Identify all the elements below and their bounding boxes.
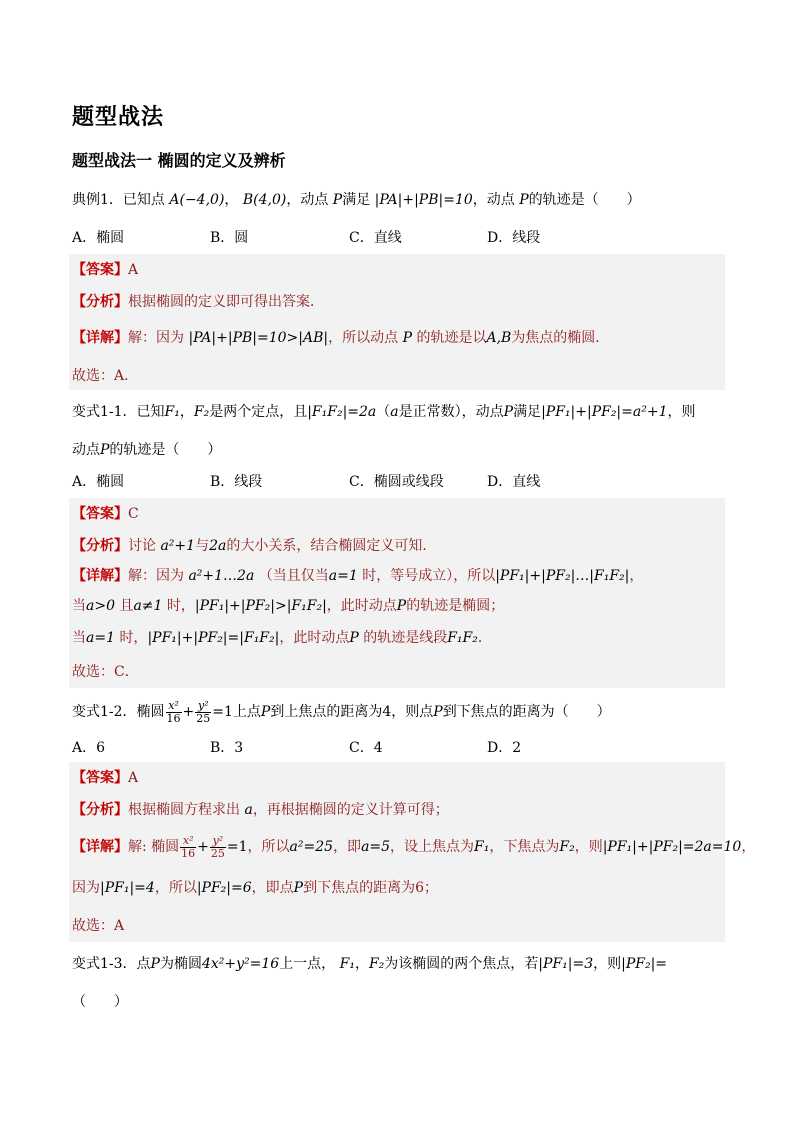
q1-detail-a: 解：因为	[128, 330, 184, 346]
q2-c2-m1: a=1	[86, 630, 115, 646]
q3-option-d: D．2	[487, 740, 522, 756]
q2-answer-box	[69, 498, 725, 688]
q3-frac1-num: x²	[166, 700, 182, 713]
q3-analysis-var: a	[244, 802, 253, 818]
q2-line2-p: P	[100, 442, 110, 458]
q2-stem-line2	[72, 440, 221, 460]
q2-option-a: A．椭圆	[72, 474, 125, 490]
q2-c2-m3: F₁F₂	[447, 630, 478, 646]
answer-tag: 【答案】	[72, 262, 128, 278]
q3-prefix: 变式1-2．椭圆	[72, 704, 165, 720]
q2-text-e: 满足	[513, 404, 542, 420]
q3-text-a: 上点	[232, 704, 261, 720]
q2-prefix: 变式1-1．已知	[72, 404, 165, 420]
q3-detail-a: 解: 椭圆	[128, 839, 180, 855]
q4-text-b: 上一点，	[279, 956, 336, 972]
q4-m1: |PF₁|=3	[538, 956, 594, 972]
q2-cond1: |F₁F₂|=2a	[307, 404, 377, 420]
q2-line2-b: 的轨迹是（ ）	[109, 442, 222, 458]
q2-text-f: ，则	[667, 404, 696, 420]
q1-prefix: 典例1．已知点	[72, 192, 165, 208]
q2-detail-line	[72, 566, 643, 586]
detail-tag: 【详解】	[72, 839, 128, 855]
q2-case2-line	[72, 628, 492, 648]
q3-detail-frac2	[210, 835, 226, 860]
q3-answer: A	[128, 770, 139, 786]
q1-analysis-line	[72, 292, 324, 312]
q2-c2-c: ，此时动点	[279, 630, 350, 646]
q3-l2-m2: |PF₂|=6	[196, 880, 252, 896]
q2-detail-m1: a²+1…2a	[188, 568, 255, 584]
q2-c2-p: P	[349, 630, 359, 646]
q4-m2: |PF₂|=	[621, 956, 668, 972]
q1-point-a: A(−4,0)	[169, 192, 225, 208]
q3-detail-frac1-num: x²	[180, 835, 196, 848]
q1-point-b: B(4,0)	[242, 192, 287, 208]
q2-detail-b: （当且仅当	[258, 568, 329, 584]
q2-detail-m3: |PF₁|+|PF₂|…|F₁F₂|	[495, 568, 630, 584]
q2-stem-line1	[72, 402, 695, 422]
q3-detail-line	[72, 832, 755, 862]
q1-detail-line	[72, 328, 609, 348]
q3-detail-c: ，即	[333, 839, 362, 855]
q3-analysis-b: ，再根据椭圆的定义计算可得；	[252, 802, 449, 818]
q2-text-b: 是两个定点，且	[209, 404, 308, 420]
q2-c2-a: 当	[72, 630, 86, 646]
q1-tail: ，动点	[472, 192, 515, 208]
q2-c2-m2: |PF₁|+|PF₂|=|F₁F₂|	[147, 630, 280, 646]
detail-tag: 【详解】	[72, 330, 128, 346]
q4-prefix: 变式1-3．点	[72, 956, 151, 972]
q2-f2: F₂	[193, 404, 210, 420]
section-title: 题型战法	[72, 105, 165, 130]
q2-analysis-line	[72, 536, 436, 556]
answer-tag: 【答案】	[72, 770, 128, 786]
analysis-tag: 【分析】	[72, 538, 128, 554]
q2-text-c: （	[376, 404, 391, 420]
q3-stem	[72, 698, 611, 726]
q1-var-p: P	[332, 192, 343, 208]
q3-analysis-line	[72, 800, 449, 820]
q1-var-p2: P	[519, 192, 529, 208]
subsection-title: 题型战法一 椭圆的定义及辨析	[72, 151, 286, 170]
q3-frac1	[166, 700, 182, 725]
q2-conclusion: 故选：C．	[72, 664, 139, 680]
q3-detail-f1: F₁	[474, 839, 490, 855]
q1-end: 的轨迹是（ ）	[528, 192, 641, 208]
q1-condition: |PA|+|PB|=10	[374, 192, 473, 208]
q3-answer-line	[72, 768, 138, 788]
q2-c1-d: ，此时动点	[326, 598, 397, 614]
q2-sep: ，	[179, 404, 194, 420]
q4-stem-line2: （ ）	[72, 994, 128, 1010]
q2-c1-m1: a>0	[86, 598, 115, 614]
q3-detail-line2	[72, 878, 438, 898]
q3-detail-plus: +	[197, 839, 209, 855]
q4-text-a: 为椭圆	[159, 956, 202, 972]
q2-f1: F₁	[164, 404, 180, 420]
q3-frac2-num: y²	[195, 700, 211, 713]
q3-plus: +	[182, 704, 195, 720]
answer-tag: 【答案】	[72, 506, 128, 522]
q2-detail-a: 解：因为	[128, 568, 184, 584]
q1-cond-pre: 满足	[342, 192, 371, 208]
detail-tag: 【详解】	[72, 568, 128, 584]
q2-detail-c: 时，等号成立），所以	[362, 568, 496, 584]
q3-detail-eq: =1	[226, 839, 248, 855]
q3-option-b: B．3	[210, 740, 244, 756]
q3-frac1-den: 16	[166, 711, 181, 725]
q1-detail-math: |PA|+|PB|=10>|AB|	[188, 330, 329, 346]
q1-detail-p: P	[402, 330, 412, 346]
q2-c1-a: 当	[72, 598, 86, 614]
q3-l2-m1: |PF₁|=4	[100, 880, 155, 896]
q4-var-p: P	[150, 956, 160, 972]
q3-l2-p: P	[293, 880, 304, 896]
q3-detail-d: ，设上焦点为	[390, 839, 475, 855]
q1-detail-ab: A,B	[486, 330, 512, 346]
q3-option-c: C．4	[349, 740, 383, 756]
q3-l2-a: 因为	[72, 880, 100, 896]
q2-option-b: B．线段	[210, 474, 263, 490]
q1-analysis: 根据椭圆的定义即可得出答案．	[128, 294, 324, 310]
q2-analysis-m2: 2a	[209, 538, 227, 554]
q2-c1-c: 时，	[166, 598, 195, 614]
q3-frac2-den: 25	[196, 711, 211, 725]
q2-c2-b: 时，	[119, 630, 148, 646]
q1-answer: A	[128, 262, 139, 278]
q1-detail-b: ，所以动点	[328, 330, 399, 346]
q3-detail-g: ，	[741, 839, 756, 855]
q4-text-c: 为该椭圆的两个焦点，若	[384, 956, 539, 972]
q2-answer: C	[128, 506, 139, 522]
q1-sep: ，	[224, 192, 239, 208]
q3-eq: =1	[212, 704, 233, 720]
q1-option-b: B．圆	[210, 230, 249, 246]
q3-detail-f2: F₂	[559, 839, 575, 855]
q3-detail-frac1-den: 16	[181, 846, 196, 860]
q3-detail-f: ，则	[574, 839, 603, 855]
q1-answer-box	[69, 254, 725, 390]
q2-answer-line	[72, 504, 139, 524]
q3-l2-c: ，即点	[251, 880, 294, 896]
q2-option-c: C．椭圆或线段	[349, 474, 444, 490]
q2-var-p: P	[503, 404, 514, 420]
q1-answer-line	[72, 260, 138, 280]
q3-detail-e: ，下焦点为	[489, 839, 560, 855]
q4-stem-line1	[72, 954, 667, 974]
q2-cond2: |PF₁|+|PF₂|=a²+1	[541, 404, 668, 420]
q2-c2-e: ．	[477, 630, 492, 646]
q3-detail-frac2-num: y²	[210, 835, 226, 848]
q1-mid: ，动点	[286, 192, 329, 208]
q3-frac2	[195, 700, 211, 725]
q2-analysis-b: 与	[195, 538, 210, 554]
q2-analysis-c: 的大小关系，结合椭圆定义可知．	[226, 538, 437, 554]
q2-c1-m2: a≠1	[133, 598, 163, 614]
q3-text-c: 到下焦点的距离为（ ）	[442, 704, 611, 720]
q3-detail-m3: |PF₁|+|PF₂|=2a=10	[602, 839, 742, 855]
analysis-tag: 【分析】	[72, 294, 128, 310]
q3-var-p2: P	[433, 704, 443, 720]
q1-option-c: C．直线	[349, 230, 402, 246]
q2-c1-e: 的轨迹是椭圆；	[406, 598, 505, 614]
q3-analysis-a: 根据椭圆方程求出	[128, 802, 240, 818]
q3-var-p: P	[260, 704, 271, 720]
q1-detail-c: 的轨迹是以	[416, 330, 487, 346]
q1-conclusion: 故选：A．	[72, 368, 139, 384]
q2-analysis-a: 讨论	[128, 538, 156, 554]
q3-detail-frac2-den: 25	[210, 846, 225, 860]
q2-c2-d: 的轨迹是线段	[363, 630, 448, 646]
q3-conclusion: 故选：A	[72, 918, 125, 934]
q1-option-a: A．椭圆	[72, 230, 125, 246]
q3-detail-m1: a²=25	[289, 839, 334, 855]
analysis-tag: 【分析】	[72, 802, 128, 818]
q3-text-b: 到上焦点的距离为4，则点	[270, 704, 434, 720]
q2-text-d: 是正常数），动点	[398, 404, 504, 420]
q3-detail-b: ，所以	[247, 839, 290, 855]
q4-sep: ，	[354, 956, 369, 972]
q4-f1: F₁	[339, 956, 355, 972]
q4-f2: F₂	[368, 956, 385, 972]
q4-equation: 4x²+y²=16	[201, 956, 280, 972]
q3-answer-box	[69, 762, 756, 942]
q3-l2-d: 到下焦点的距离为6；	[303, 880, 438, 896]
q3-option-a: A．6	[72, 740, 106, 756]
q3-detail-frac1	[180, 835, 196, 860]
q2-analysis-m1: a²+1	[160, 538, 196, 554]
q2-c1-m3: |PF₁|+|PF₂|>|F₁F₂|	[194, 598, 327, 614]
q2-c1-b: 且	[119, 598, 134, 614]
q2-c1-p: P	[396, 598, 407, 614]
q2-var-a: a	[390, 404, 399, 420]
q3-l2-b: ，所以	[154, 880, 197, 896]
q1-detail-d: 为焦点的椭圆．	[511, 330, 610, 346]
q2-line2: 动点	[72, 442, 100, 458]
q4-text-d: ，则	[593, 956, 622, 972]
q3-detail-m2: a=5	[361, 839, 391, 855]
q2-detail-d: ，	[629, 568, 644, 584]
q2-option-d: D．直线	[487, 474, 541, 490]
q1-option-d: D．线段	[487, 230, 541, 246]
q1-stem	[72, 190, 641, 210]
q2-case1-line	[72, 596, 504, 616]
q2-detail-m2: a=1	[328, 568, 358, 584]
